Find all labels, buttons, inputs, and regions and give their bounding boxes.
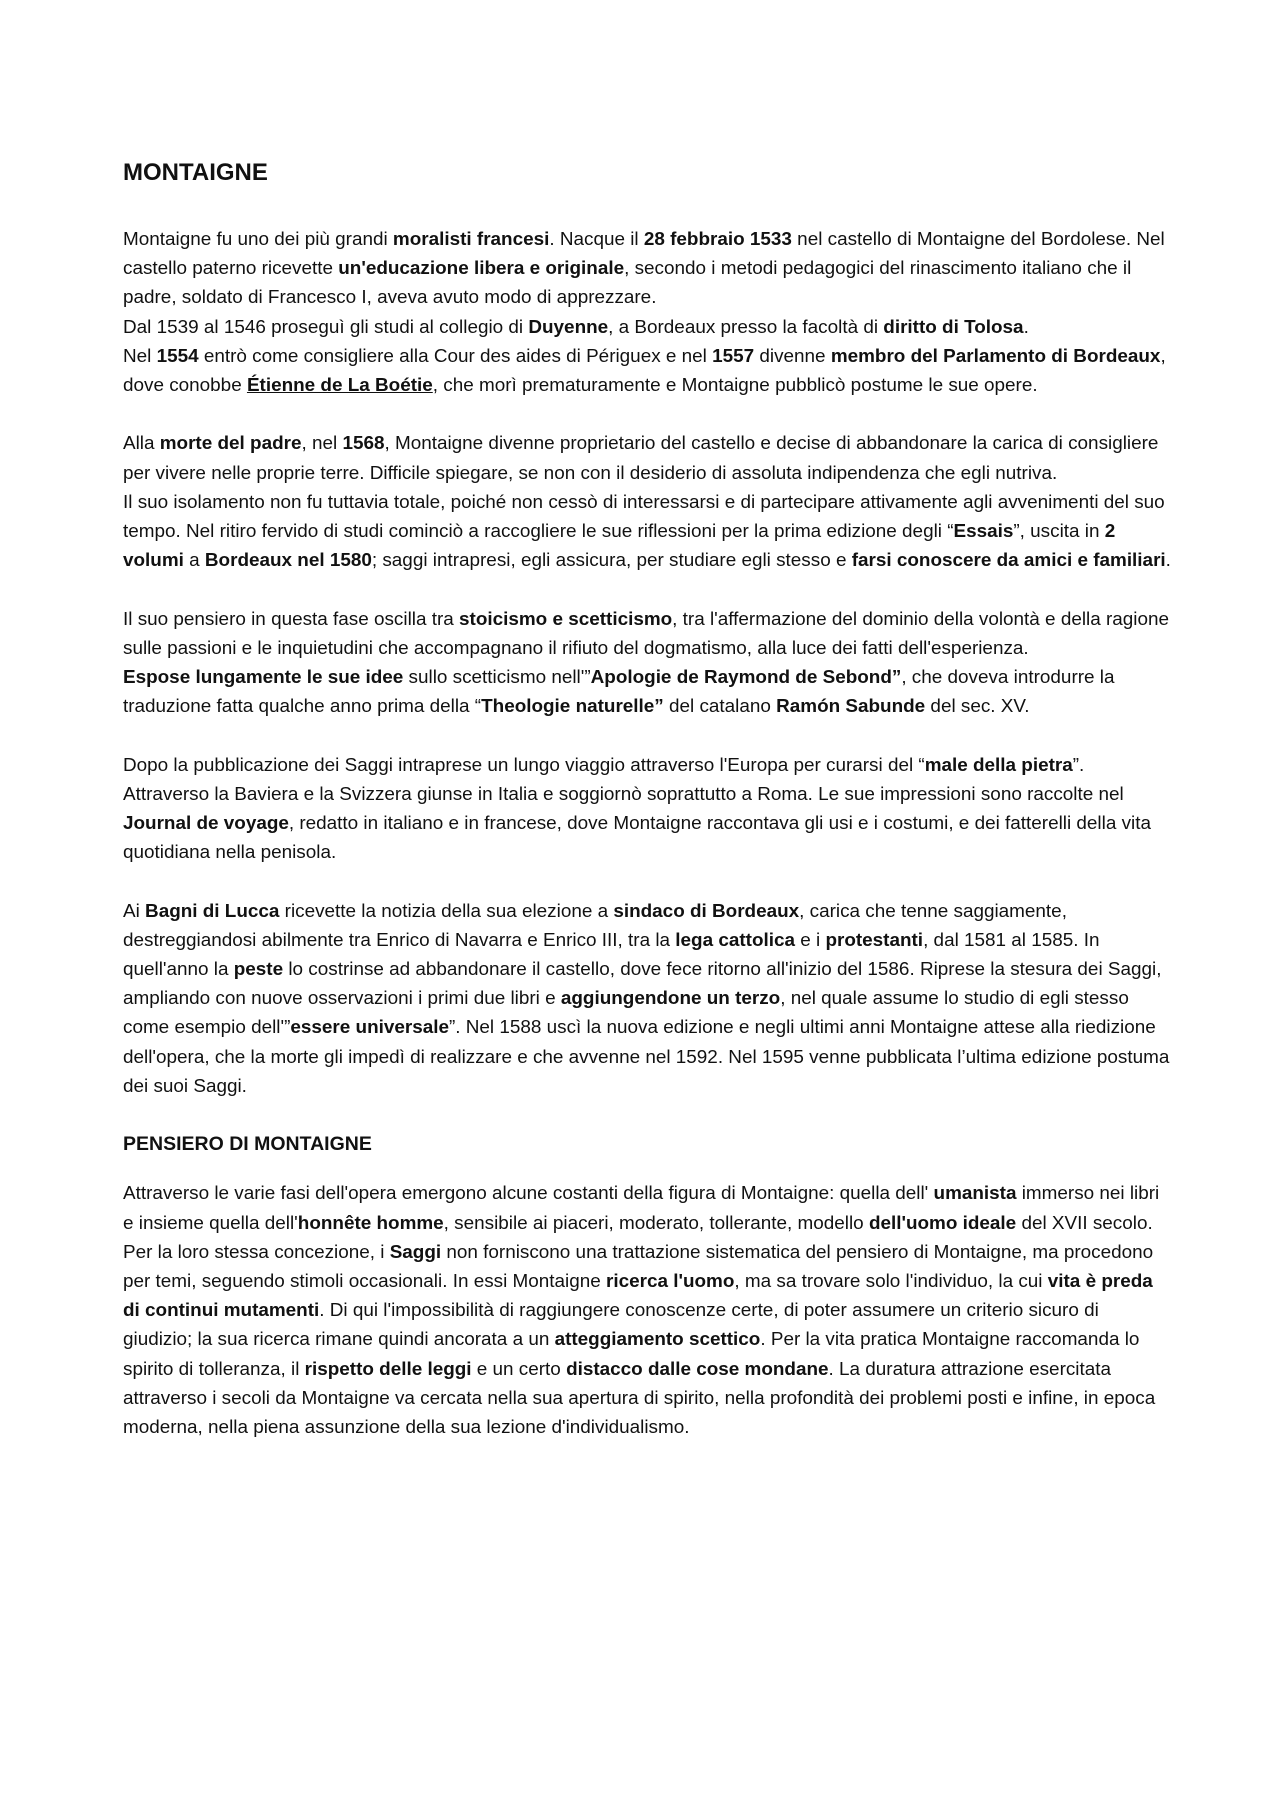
text-run: ricevette la notizia della sua elezione a	[279, 900, 614, 922]
text-run: e un certo	[471, 1358, 567, 1380]
text-run: del catalano	[663, 696, 777, 718]
text-run: , Montaigne divenne proprietario del castello e decise di abbandonare la carica di consigliere per vivere nelle proprie terre. Difficile spiegare, se non con il desiderio di assoluta indipendenza che egli nutriva.	[123, 433, 1159, 484]
text-run: Nel	[123, 345, 157, 367]
text-run: , a Bordeaux presso la facoltà di	[608, 316, 884, 338]
text-run: Montaigne fu uno dei più grandi	[123, 229, 393, 250]
paragraph	[123, 1179, 1173, 1442]
text-run: sullo scetticismo nell'”	[403, 667, 591, 689]
text-run: , sensibile ai piaceri, moderato, tollerante, modello	[443, 1212, 869, 1234]
text-run: del sec. XV.	[925, 696, 1030, 718]
text-run: Dal 1539 al 1546 proseguì gli studi al collegio di	[123, 316, 529, 338]
text-run: Dopo la pubblicazione dei Saggi intraprese un lungo viaggio attraverso l'Europa per curarsi del “	[123, 754, 925, 776]
text-run: lo costrinse ad abbandonare il castello, dove fece ritorno all'inizio del 1586. Riprese la stesura dei Saggi, ampliando con nuove osservazioni i primi due libri e	[123, 959, 1162, 1010]
text-run: , carica che tenne saggiamente, destreggiandosi abilmente tra Enrico di Navarra e Enrico III, tra la	[123, 900, 1067, 951]
bold-text: Espose lungamente le sue idee	[123, 667, 404, 689]
text-run: .	[1023, 316, 1029, 338]
text-run: ”. Attraverso la Baviera e la Svizzera giunse in Italia e soggiornò soprattutto a Roma. Le sue impressioni sono raccolte nel	[123, 754, 1124, 805]
document-page	[123, 155, 1173, 1442]
biography-section	[123, 225, 1173, 1101]
text-run: entrò come consigliere alla Cour des aides di Périguex e nel	[198, 345, 713, 367]
bold-text: stoicismo e scetticismo	[459, 608, 673, 630]
text-run: . Nacque il	[549, 229, 644, 250]
text-run: , tra l'affermazione del dominio della volontà e della ragione sulle passioni e le inquietudini che accompagnano il rifiuto del dogmatismo, alla luce dei fatti dell'esperienza.	[123, 608, 1169, 659]
bold-text: peste	[233, 959, 284, 981]
bold-text: dell'uomo ideale	[868, 1212, 1017, 1234]
text-run: , dal 1581 al 1585. In quell'anno la	[123, 929, 1100, 981]
bold-text: sindaco di Bordeaux	[613, 900, 800, 922]
text-run: divenne	[754, 345, 831, 367]
paragraph	[123, 429, 1173, 575]
text-run: , dove conobbe	[123, 345, 1166, 397]
text-run: , nel	[301, 433, 343, 455]
bold-text: male della pietra	[924, 754, 1073, 776]
text-run: , nel quale assume lo studio di egli stesso come esempio dell'”	[123, 988, 1129, 1039]
text-run: a	[183, 550, 205, 572]
text-run: , secondo i metodi pedagogici del rinascimento italiano che il padre, soldato di Francesco I, aveva avuto modo di apprezzare.	[123, 258, 1132, 309]
text-run: .	[1165, 550, 1171, 572]
bold-text: Étienne de La Boétie	[246, 375, 433, 397]
bold-text: lega cattolica	[675, 929, 795, 951]
text-run: , redatto in italiano e in francese, dove Montaigne raccontava gli usi e i costumi, e dei fatterelli della vita quotidiana nella penisola.	[123, 813, 1151, 864]
text-run: e i	[795, 929, 826, 951]
bold-text: Duyenne	[528, 316, 609, 338]
bold-text: un'educazione libera e originale	[338, 258, 625, 280]
text-run: Il suo pensiero in questa fase oscilla tra	[123, 608, 460, 630]
thought-section	[123, 1179, 1173, 1442]
text-run: immerso nei libri e insieme quella dell'	[123, 1183, 1160, 1234]
bold-text: 2 volumi	[123, 521, 1116, 572]
section-heading: PENSIERO DI MONTAIGNE	[123, 1133, 372, 1156]
paragraph	[123, 897, 1173, 1101]
bold-text: Essais	[953, 521, 1014, 543]
text-run: . La duratura attrazione esercitata attraverso i secoli da Montaigne va cercata nella sua apertura di spirito, nella profondità dei problemi posti e infine, in epoca moderna, nella piena assunzione della sua lezione d'individualismo.	[123, 1358, 1156, 1439]
bold-text: vita è preda di continui mutamenti	[123, 1271, 1153, 1322]
bold-text: Ramón Sabunde	[776, 696, 926, 718]
text-run: Attraverso le varie fasi dell'opera emergono alcune costanti della figura di Montaigne: quella dell'	[123, 1183, 934, 1205]
text-run: Il suo isolamento non fu tuttavia totale, poiché non cessò di interessarsi e di partecipare attivamente agli avvenimenti del suo tempo. Nel ritiro fervido di studi cominciò a raccogliere le sue riflessioni per la prima edizione degli “	[123, 491, 1165, 543]
text-run: Alla	[123, 433, 160, 455]
bold-text: essere universale	[290, 1017, 449, 1039]
text-run: , che doveva introdurre la traduzione fatta qualche anno prima della “	[123, 667, 1115, 718]
text-run: , ma sa trovare solo l'individuo, la cui	[734, 1271, 1048, 1293]
paragraph	[123, 751, 1173, 868]
text-run: del XVII secolo. Per la loro stessa concezione, i	[123, 1212, 1153, 1263]
document-title: MONTAIGNE	[123, 159, 268, 186]
bold-text: diritto di Tolosa	[883, 316, 1024, 338]
bold-text: atteggiamento scettico	[554, 1329, 761, 1351]
text-run: nel castello di Montaigne del Bordolese. Nel castello paterno ricevette	[123, 229, 1165, 280]
paragraph	[123, 605, 1173, 722]
bold-text: ricerca l'uomo	[606, 1271, 735, 1293]
bold-text: Bagni di Lucca	[145, 900, 280, 922]
bold-text: Saggi	[389, 1241, 442, 1263]
bold-text: protestanti	[825, 929, 924, 951]
bold-text: 28 febbraio 1533	[643, 229, 792, 250]
bold-text: 1557	[712, 345, 755, 367]
bold-text: Apologie de Raymond de Sebond”	[590, 667, 902, 689]
bold-text: membro del Parlamento di Bordeaux	[830, 345, 1161, 367]
bold-text: umanista	[933, 1183, 1017, 1205]
bold-text: honnête homme	[297, 1212, 444, 1234]
bold-text: morte del padre	[159, 433, 302, 455]
paragraph	[123, 225, 1173, 400]
text-run: . Per la vita pratica Montaigne raccomanda lo spirito di tolleranza, il	[123, 1329, 1140, 1380]
bold-text: farsi conoscere da amici e familiari	[851, 550, 1166, 572]
text-run: . Di qui l'impossibilità di raggiungere conoscenze certe, di poter assumere un criterio sicuro di giudizio; la sua ricerca rimane quindi ancorata a un	[123, 1300, 1099, 1351]
bold-text: distacco dalle cose mondane	[566, 1358, 829, 1380]
bold-text: rispetto delle leggi	[304, 1358, 472, 1380]
text-run: ; saggi intrapresi, egli assicura, per studiare egli stesso e	[371, 550, 852, 572]
bold-text: 1554	[156, 345, 199, 367]
bold-text: moralisti francesi	[392, 229, 550, 250]
text-run: non forniscono una trattazione sistematica del pensiero di Montaigne, ma procedono per temi, seguendo stimoli occasionali. In essi Montaigne	[123, 1241, 1154, 1293]
bold-text: Journal de voyage	[123, 813, 289, 835]
text-run: ”. Nel 1588 uscì la nuova edizione e negli ultimi anni Montaigne attese alla riedizione dell'opera, che la morte gli impedì di realizzare e che avvenne nel 1592. Nel 1595 venne pubblicata l’ultima edizione postuma dei suoi Saggi.	[123, 1017, 1170, 1097]
text-run: ”, uscita in	[1013, 521, 1105, 543]
bold-text: 1568	[342, 433, 385, 455]
bold-text: Theologie naturelle”	[481, 696, 664, 718]
bold-text: aggiungendone un terzo	[560, 988, 781, 1010]
bold-text: Bordeaux nel 1580	[204, 550, 372, 572]
text-run: Ai	[123, 900, 146, 922]
text-run: , che morì prematuramente e Montaigne pubblicò postume le sue opere.	[432, 375, 1038, 397]
